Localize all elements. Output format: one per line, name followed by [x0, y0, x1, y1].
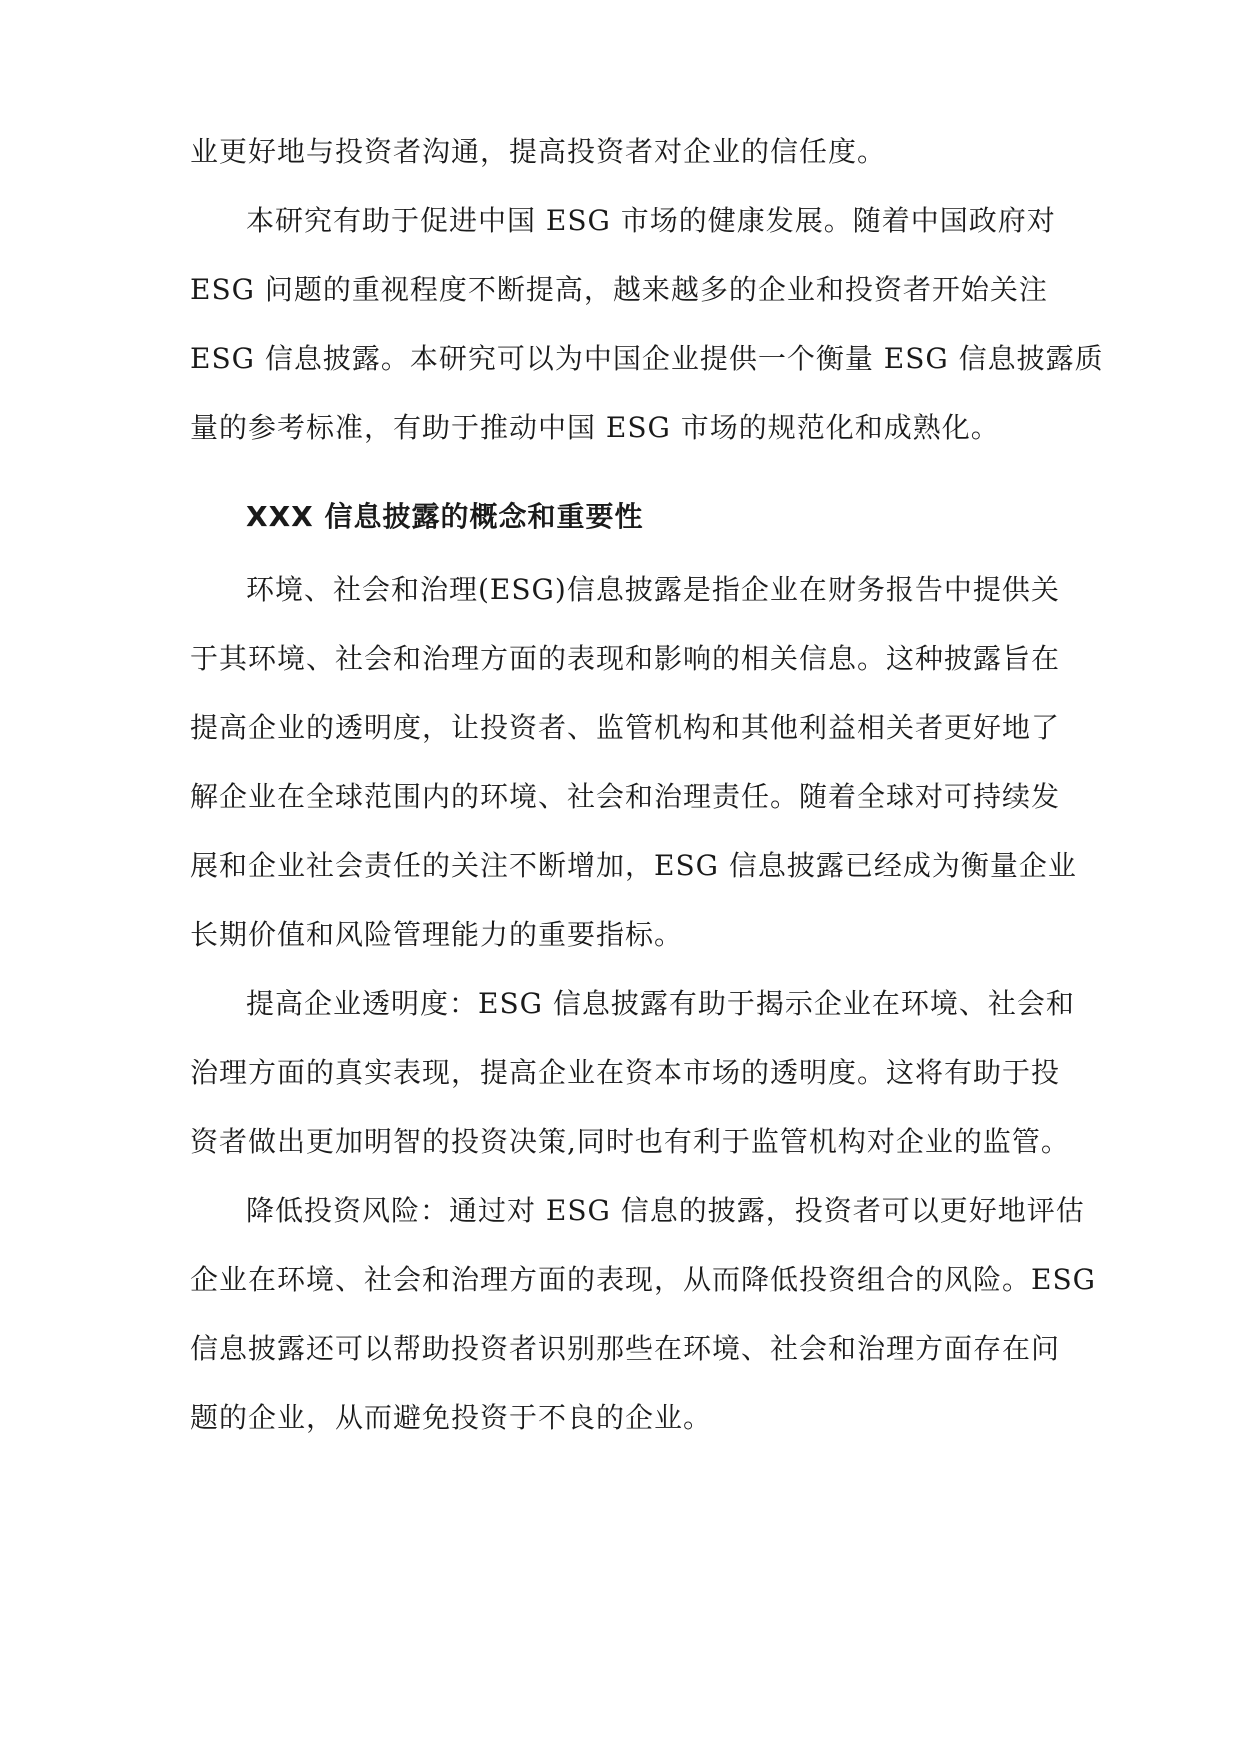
paragraph-line: 量的参考标准，有助于推动中国 ESG 市场的规范化和成熟化。 [190, 411, 1000, 444]
paragraph-line: 解企业在全球范围内的环境、社会和治理责任。随着全球对可持续发 [190, 780, 1061, 813]
paragraph-line: 资者做出更加明智的投资决策,同时也有利于监管机构对企业的监管。 [190, 1125, 1070, 1158]
paragraph-line: 提高企业透明度：ESG 信息披露有助于揭示企业在环境、社会和 [246, 987, 1075, 1020]
paragraph-line: 展和企业社会责任的关注不断增加，ESG 信息披露已经成为衡量企业 [190, 849, 1077, 882]
paragraph-line: 长期价值和风险管理能力的重要指标。 [190, 918, 684, 951]
paragraph-line: 治理方面的真实表现，提高企业在资本市场的透明度。这将有助于投 [190, 1056, 1061, 1089]
paragraph-line: 业更好地与投资者沟通，提高投资者对企业的信任度。 [190, 135, 887, 168]
paragraph-line: 信息披露还可以帮助投资者识别那些在环境、社会和治理方面存在问 [190, 1332, 1061, 1365]
section-heading: XXX 信息披露的概念和重要性 [246, 500, 644, 533]
paragraph-line: 企业在环境、社会和治理方面的表现，从而降低投资组合的风险。ESG [190, 1263, 1096, 1296]
paragraph-line: 降低投资风险：通过对 ESG 信息的披露，投资者可以更好地评估 [246, 1194, 1085, 1227]
paragraph-line: ESG 问题的重视程度不断提高，越来越多的企业和投资者开始关注 [190, 273, 1048, 306]
paragraph-line: 环境、社会和治理(ESG)信息披露是指企业在财务报告中提供关 [246, 573, 1060, 606]
paragraph-line: 提高企业的透明度，让投资者、监管机构和其他利益相关者更好地了 [190, 711, 1061, 744]
paragraph-line: 题的企业，从而避免投资于不良的企业。 [190, 1401, 713, 1434]
paragraph-line: 于其环境、社会和治理方面的表现和影响的相关信息。这种披露旨在 [190, 642, 1061, 675]
paragraph-line: ESG 信息披露。本研究可以为中国企业提供一个衡量 ESG 信息披露质 [190, 342, 1104, 375]
paragraph-line: 本研究有助于促进中国 ESG 市场的健康发展。随着中国政府对 [246, 204, 1056, 237]
